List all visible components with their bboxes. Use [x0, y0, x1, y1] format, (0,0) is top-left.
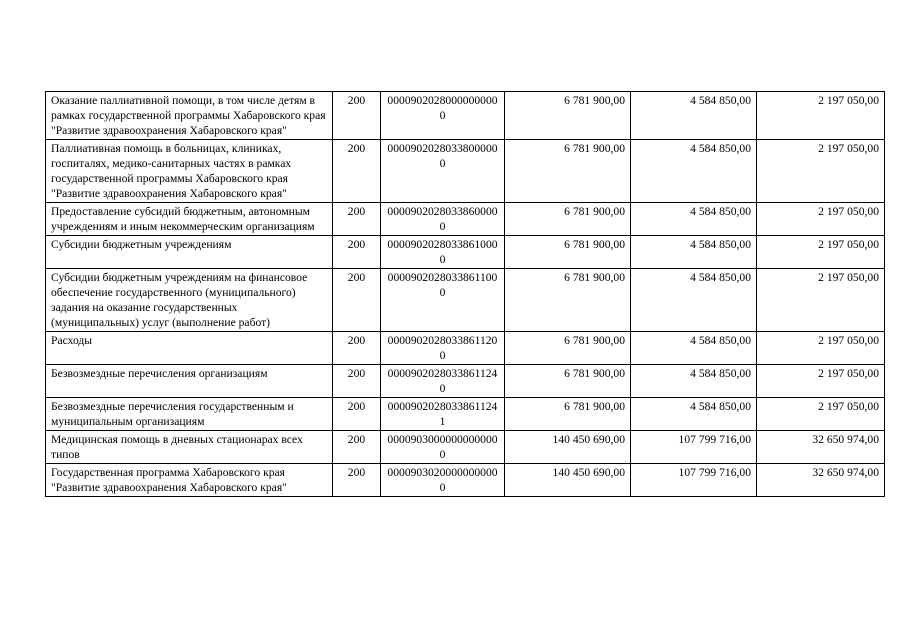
row-target-article: 00009020280338600000 — [381, 203, 505, 236]
row-name: Паллиативная помощь в больницах, клиниках, госпиталях, медико-санитарных частях в рамках государственной программы Хабаровского края "Развитие здравоохранения Хабаровского края" — [46, 140, 333, 203]
table-row — [46, 365, 885, 398]
row-value-1: 140 450 690,00 — [505, 464, 631, 497]
row-code: 200 — [333, 236, 381, 269]
row-value-3: 2 197 050,00 — [757, 332, 885, 365]
table-row — [46, 332, 885, 365]
row-value-2: 4 584 850,00 — [631, 365, 757, 398]
budget-table — [45, 91, 885, 497]
row-value-3: 2 197 050,00 — [757, 236, 885, 269]
budget-table-body — [46, 92, 885, 497]
row-code: 200 — [333, 203, 381, 236]
row-name: Предоставление субсидий бюджетным, автономным учреждениям и иным некоммерческим организациям — [46, 203, 333, 236]
row-name: Оказание паллиативной помощи, в том числе детям в рамках государственной программы Хабаровского края "Развитие здравоохранения Хабаровского края" — [46, 92, 333, 140]
row-target-article: 00009020280338000000 — [381, 140, 505, 203]
row-value-2: 4 584 850,00 — [631, 398, 757, 431]
row-code: 200 — [333, 269, 381, 332]
row-value-3: 2 197 050,00 — [757, 140, 885, 203]
row-code: 200 — [333, 398, 381, 431]
row-value-2: 107 799 716,00 — [631, 431, 757, 464]
row-target-article: 00009020280338611000 — [381, 269, 505, 332]
row-name: Безвозмездные перечисления организациям — [46, 365, 333, 398]
row-code: 200 — [333, 332, 381, 365]
row-name: Безвозмездные перечисления государственным и муниципальным организациям — [46, 398, 333, 431]
row-value-1: 6 781 900,00 — [505, 92, 631, 140]
row-value-1: 140 450 690,00 — [505, 431, 631, 464]
row-value-3: 32 650 974,00 — [757, 431, 885, 464]
row-target-article: 00009020280338611241 — [381, 398, 505, 431]
table-row — [46, 398, 885, 431]
row-value-2: 4 584 850,00 — [631, 269, 757, 332]
row-code: 200 — [333, 140, 381, 203]
row-code: 200 — [333, 464, 381, 497]
table-row — [46, 92, 885, 140]
row-value-1: 6 781 900,00 — [505, 398, 631, 431]
row-target-article: 00009020280338611240 — [381, 365, 505, 398]
row-value-3: 2 197 050,00 — [757, 92, 885, 140]
row-target-article: 00009030000000000000 — [381, 431, 505, 464]
row-target-article: 00009020280338611200 — [381, 332, 505, 365]
row-target-article: 00009030200000000000 — [381, 464, 505, 497]
row-value-2: 4 584 850,00 — [631, 236, 757, 269]
row-value-2: 4 584 850,00 — [631, 140, 757, 203]
row-target-article: 00009020280338610000 — [381, 236, 505, 269]
row-name: Расходы — [46, 332, 333, 365]
table-row — [46, 236, 885, 269]
row-code: 200 — [333, 365, 381, 398]
table-row — [46, 269, 885, 332]
row-value-2: 4 584 850,00 — [631, 92, 757, 140]
row-value-3: 2 197 050,00 — [757, 365, 885, 398]
table-row — [46, 203, 885, 236]
table-row — [46, 140, 885, 203]
row-value-2: 107 799 716,00 — [631, 464, 757, 497]
row-value-2: 4 584 850,00 — [631, 203, 757, 236]
row-target-article: 00009020280000000000 — [381, 92, 505, 140]
row-value-3: 32 650 974,00 — [757, 464, 885, 497]
row-code: 200 — [333, 92, 381, 140]
row-value-3: 2 197 050,00 — [757, 398, 885, 431]
row-name: Медицинская помощь в дневных стационарах всех типов — [46, 431, 333, 464]
row-code: 200 — [333, 431, 381, 464]
row-value-1: 6 781 900,00 — [505, 140, 631, 203]
row-value-1: 6 781 900,00 — [505, 332, 631, 365]
row-name: Государственная программа Хабаровского края "Развитие здравоохранения Хабаровского края" — [46, 464, 333, 497]
row-name: Субсидии бюджетным учреждениям на финансовое обеспечение государственного (муниципального) задания на оказание государственных (муниципальных) услуг (выполнение работ) — [46, 269, 333, 332]
row-value-1: 6 781 900,00 — [505, 269, 631, 332]
row-value-1: 6 781 900,00 — [505, 203, 631, 236]
row-value-3: 2 197 050,00 — [757, 269, 885, 332]
row-value-1: 6 781 900,00 — [505, 236, 631, 269]
table-row — [46, 464, 885, 497]
row-value-2: 4 584 850,00 — [631, 332, 757, 365]
row-name: Субсидии бюджетным учреждениям — [46, 236, 333, 269]
row-value-3: 2 197 050,00 — [757, 203, 885, 236]
row-value-1: 6 781 900,00 — [505, 365, 631, 398]
table-row — [46, 431, 885, 464]
